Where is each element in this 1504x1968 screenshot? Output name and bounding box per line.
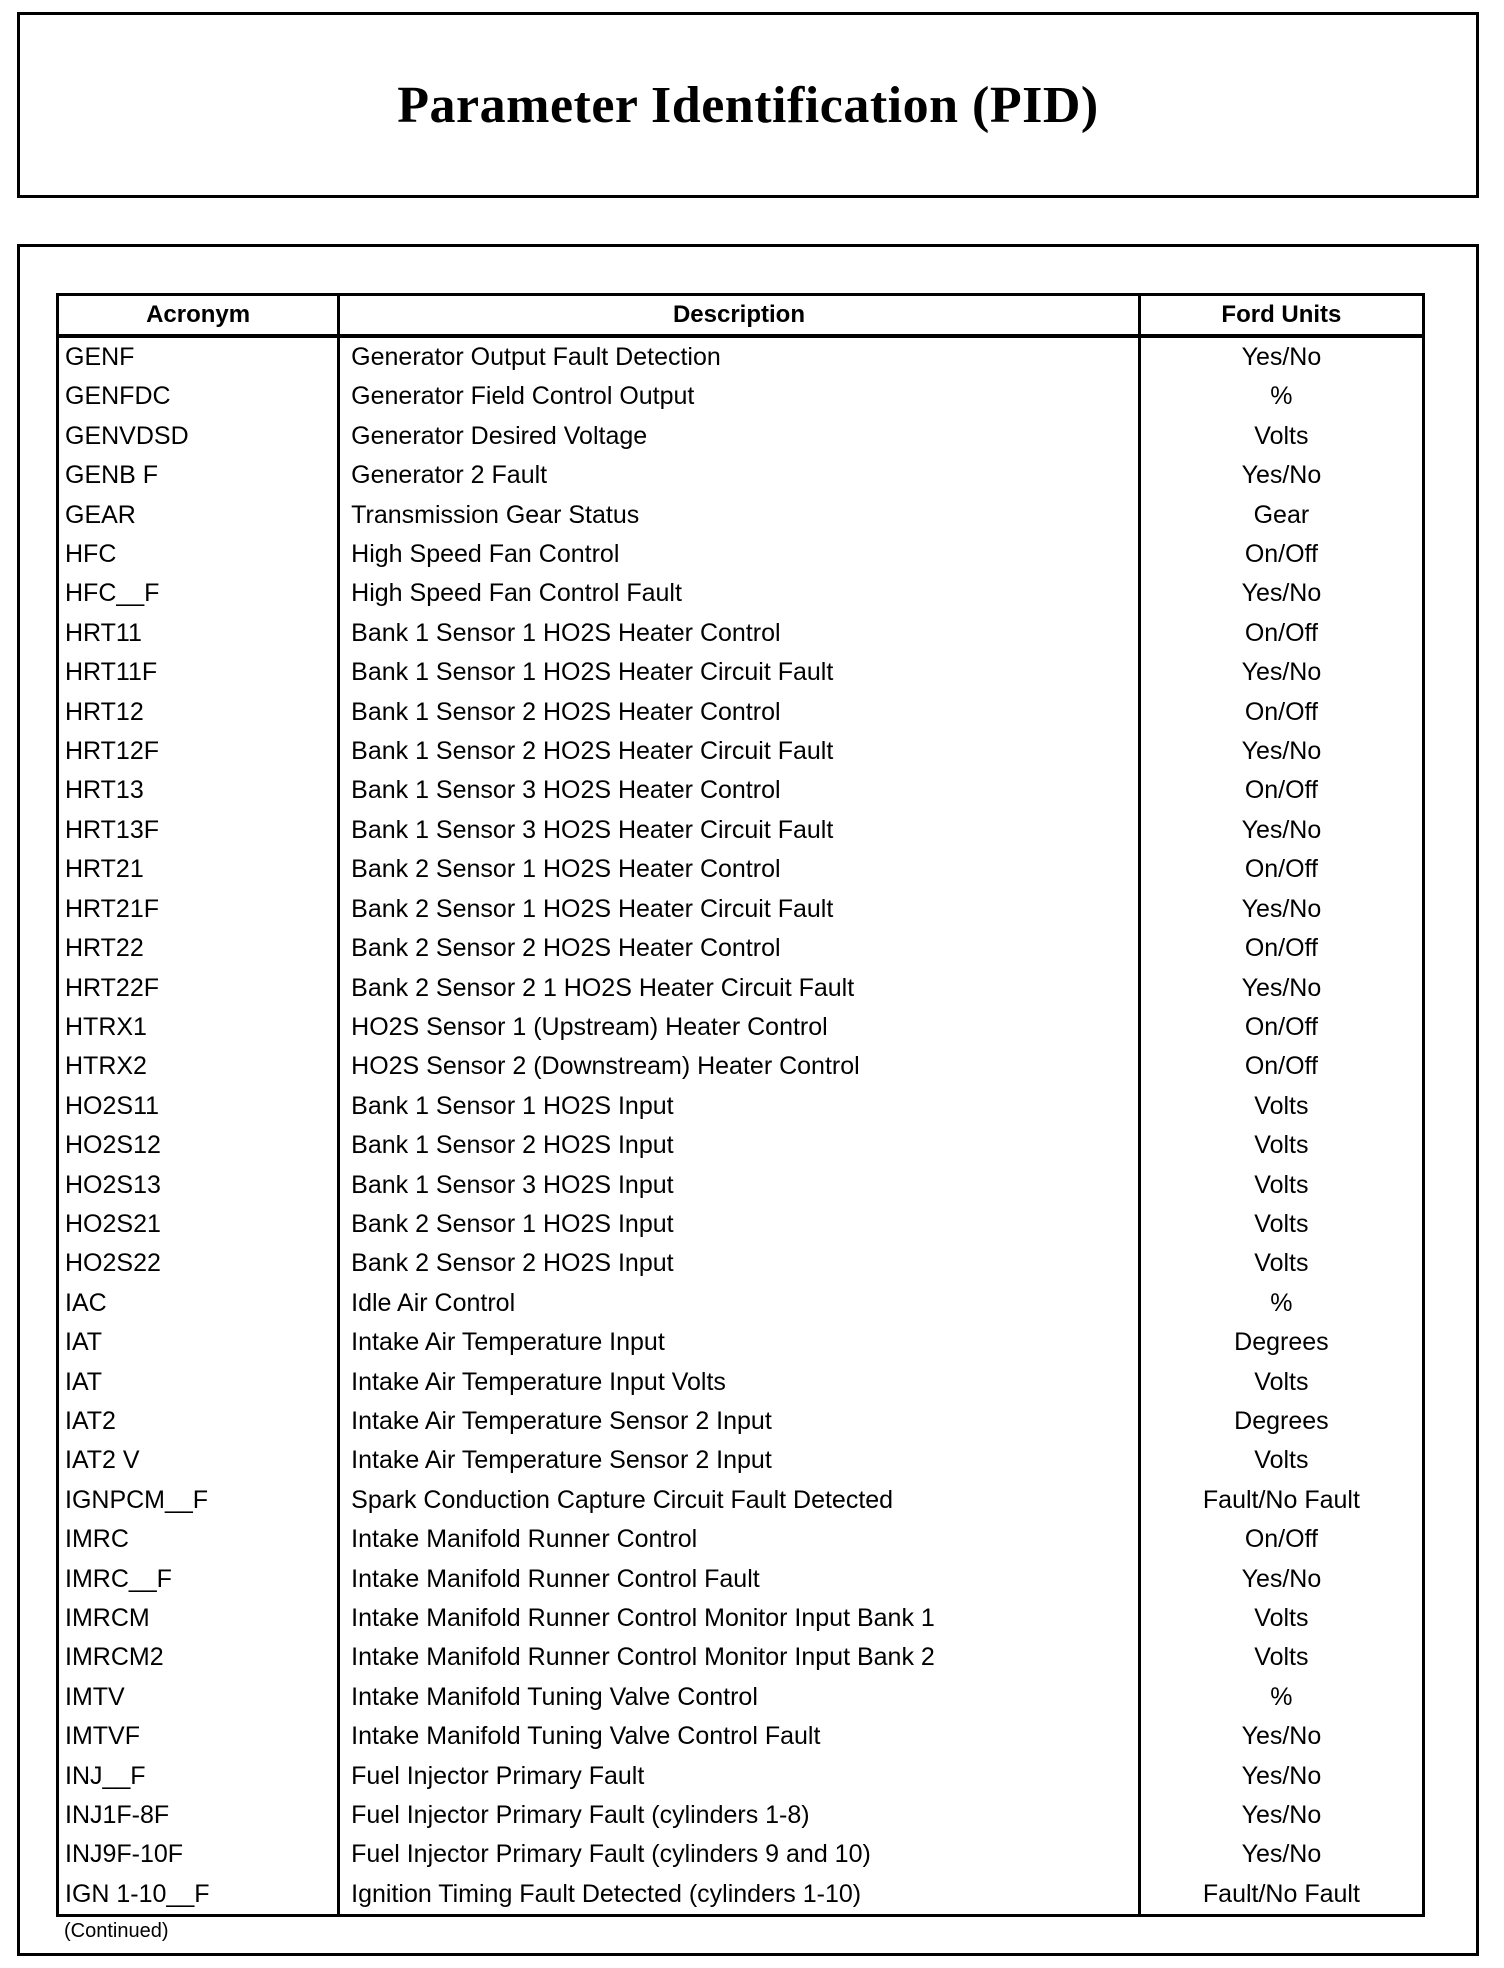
cell-acronym: IAT2 bbox=[58, 1402, 339, 1441]
table-row bbox=[58, 1520, 1424, 1559]
cell-acronym: HRT12F bbox=[58, 732, 339, 771]
cell-ford-units: Yes/No bbox=[1139, 456, 1423, 495]
cell-ford-units: Yes/No bbox=[1139, 1835, 1423, 1874]
cell-acronym: IAC bbox=[58, 1284, 339, 1323]
cell-ford-units: Yes/No bbox=[1139, 574, 1423, 613]
cell-ford-units: Volts bbox=[1139, 1205, 1423, 1244]
table-row bbox=[58, 1560, 1424, 1599]
cell-ford-units: On/Off bbox=[1139, 929, 1423, 968]
cell-description: Spark Conduction Capture Circuit Fault Detected bbox=[339, 1481, 1140, 1520]
pid-table bbox=[56, 293, 1425, 1917]
cell-acronym: HRT21 bbox=[58, 850, 339, 889]
cell-description: Transmission Gear Status bbox=[339, 496, 1140, 535]
table-row bbox=[58, 1166, 1424, 1205]
cell-description: Bank 1 Sensor 3 HO2S Heater Control bbox=[339, 771, 1140, 810]
cell-description: Bank 2 Sensor 1 HO2S Heater Control bbox=[339, 850, 1140, 889]
cell-acronym: IAT bbox=[58, 1363, 339, 1402]
cell-acronym: HRT13 bbox=[58, 771, 339, 810]
cell-acronym: HRT12 bbox=[58, 693, 339, 732]
header-description: Description bbox=[339, 295, 1140, 337]
cell-description: Bank 1 Sensor 1 HO2S Heater Circuit Fault bbox=[339, 653, 1140, 692]
cell-ford-units: Volts bbox=[1139, 1087, 1423, 1126]
cell-description: Bank 1 Sensor 2 HO2S Heater Control bbox=[339, 693, 1140, 732]
cell-ford-units: On/Off bbox=[1139, 1520, 1423, 1559]
cell-ford-units: Yes/No bbox=[1139, 732, 1423, 771]
cell-ford-units: Fault/No Fault bbox=[1139, 1875, 1423, 1916]
table-row bbox=[58, 1323, 1424, 1362]
table-row bbox=[58, 969, 1424, 1008]
content-box bbox=[17, 244, 1479, 1956]
cell-ford-units: Volts bbox=[1139, 1363, 1423, 1402]
table-row bbox=[58, 1126, 1424, 1165]
table-row bbox=[58, 1441, 1424, 1480]
cell-acronym: HRT22 bbox=[58, 929, 339, 968]
cell-ford-units: On/Off bbox=[1139, 771, 1423, 810]
title-box bbox=[17, 12, 1479, 198]
table-row bbox=[58, 417, 1424, 456]
cell-description: High Speed Fan Control bbox=[339, 535, 1140, 574]
cell-description: Intake Manifold Runner Control Monitor Input Bank 1 bbox=[339, 1599, 1140, 1638]
cell-acronym: INJ9F-10F bbox=[58, 1835, 339, 1874]
cell-description: Bank 1 Sensor 3 HO2S Heater Circuit Fault bbox=[339, 811, 1140, 850]
page-title: Parameter Identification (PID) bbox=[397, 76, 1099, 134]
cell-acronym: HRT21F bbox=[58, 890, 339, 929]
cell-acronym: HO2S21 bbox=[58, 1205, 339, 1244]
cell-acronym: IMRC__F bbox=[58, 1560, 339, 1599]
cell-description: Intake Air Temperature Input Volts bbox=[339, 1363, 1140, 1402]
table-row bbox=[58, 1678, 1424, 1717]
cell-description: Generator 2 Fault bbox=[339, 456, 1140, 495]
table-row bbox=[58, 771, 1424, 810]
header-acronym: Acronym bbox=[58, 295, 339, 337]
table-row bbox=[58, 377, 1424, 416]
cell-description: Fuel Injector Primary Fault (cylinders 1-8) bbox=[339, 1796, 1140, 1835]
cell-acronym: IAT2 V bbox=[58, 1441, 339, 1480]
header-ford-units: Ford Units bbox=[1139, 295, 1423, 337]
cell-ford-units: On/Off bbox=[1139, 535, 1423, 574]
table-row bbox=[58, 496, 1424, 535]
cell-ford-units: Volts bbox=[1139, 1599, 1423, 1638]
table-row bbox=[58, 1244, 1424, 1283]
cell-ford-units: Yes/No bbox=[1139, 1560, 1423, 1599]
cell-description: Generator Output Fault Detection bbox=[339, 336, 1140, 377]
cell-acronym: HRT11F bbox=[58, 653, 339, 692]
cell-acronym: HRT11 bbox=[58, 614, 339, 653]
cell-description: Bank 2 Sensor 2 HO2S Input bbox=[339, 1244, 1140, 1283]
cell-description: HO2S Sensor 1 (Upstream) Heater Control bbox=[339, 1008, 1140, 1047]
table-row bbox=[58, 1599, 1424, 1638]
cell-ford-units: Degrees bbox=[1139, 1402, 1423, 1441]
cell-acronym: HO2S13 bbox=[58, 1166, 339, 1205]
cell-description: Ignition Timing Fault Detected (cylinders 1-10) bbox=[339, 1875, 1140, 1916]
cell-acronym: IMRC bbox=[58, 1520, 339, 1559]
table-row bbox=[58, 1205, 1424, 1244]
cell-ford-units: On/Off bbox=[1139, 850, 1423, 889]
cell-acronym: HRT22F bbox=[58, 969, 339, 1008]
cell-acronym: GEAR bbox=[58, 496, 339, 535]
cell-description: Intake Manifold Tuning Valve Control bbox=[339, 1678, 1140, 1717]
cell-ford-units: Volts bbox=[1139, 1441, 1423, 1480]
cell-ford-units: On/Off bbox=[1139, 614, 1423, 653]
cell-acronym: GENB F bbox=[58, 456, 339, 495]
cell-ford-units: % bbox=[1139, 1678, 1423, 1717]
cell-description: Bank 1 Sensor 1 HO2S Input bbox=[339, 1087, 1140, 1126]
table-row bbox=[58, 1638, 1424, 1677]
table-row bbox=[58, 1875, 1424, 1916]
table-row bbox=[58, 614, 1424, 653]
cell-description: Idle Air Control bbox=[339, 1284, 1140, 1323]
cell-acronym: HTRX2 bbox=[58, 1047, 339, 1086]
cell-ford-units: Volts bbox=[1139, 417, 1423, 456]
cell-acronym: HFC bbox=[58, 535, 339, 574]
cell-description: Generator Desired Voltage bbox=[339, 417, 1140, 456]
table-row bbox=[58, 1796, 1424, 1835]
cell-description: Bank 2 Sensor 1 HO2S Input bbox=[339, 1205, 1140, 1244]
cell-ford-units: Volts bbox=[1139, 1244, 1423, 1283]
table-row bbox=[58, 1757, 1424, 1796]
cell-description: Bank 1 Sensor 3 HO2S Input bbox=[339, 1166, 1140, 1205]
cell-acronym: GENF bbox=[58, 336, 339, 377]
table-row bbox=[58, 811, 1424, 850]
cell-description: High Speed Fan Control Fault bbox=[339, 574, 1140, 613]
cell-ford-units: Volts bbox=[1139, 1638, 1423, 1677]
table-row bbox=[58, 850, 1424, 889]
table-header-row bbox=[58, 295, 1424, 337]
cell-ford-units: Yes/No bbox=[1139, 811, 1423, 850]
cell-acronym: IGN 1-10__F bbox=[58, 1875, 339, 1916]
table-row bbox=[58, 1835, 1424, 1874]
cell-acronym: HO2S22 bbox=[58, 1244, 339, 1283]
cell-ford-units: Degrees bbox=[1139, 1323, 1423, 1362]
cell-ford-units: % bbox=[1139, 1284, 1423, 1323]
cell-ford-units: Yes/No bbox=[1139, 1796, 1423, 1835]
cell-description: Generator Field Control Output bbox=[339, 377, 1140, 416]
cell-ford-units: On/Off bbox=[1139, 1047, 1423, 1086]
cell-ford-units: % bbox=[1139, 377, 1423, 416]
cell-ford-units: Yes/No bbox=[1139, 1757, 1423, 1796]
cell-description: Intake Manifold Runner Control Fault bbox=[339, 1560, 1140, 1599]
cell-description: Fuel Injector Primary Fault bbox=[339, 1757, 1140, 1796]
cell-acronym: HO2S11 bbox=[58, 1087, 339, 1126]
cell-description: Bank 1 Sensor 1 HO2S Heater Control bbox=[339, 614, 1140, 653]
cell-description: Bank 2 Sensor 2 1 HO2S Heater Circuit Fault bbox=[339, 969, 1140, 1008]
table-row bbox=[58, 1363, 1424, 1402]
cell-description: Bank 2 Sensor 2 HO2S Heater Control bbox=[339, 929, 1140, 968]
table-row bbox=[58, 693, 1424, 732]
cell-description: Bank 1 Sensor 2 HO2S Heater Circuit Fault bbox=[339, 732, 1140, 771]
cell-description: Intake Manifold Runner Control bbox=[339, 1520, 1140, 1559]
table-row bbox=[58, 1087, 1424, 1126]
table-row bbox=[58, 929, 1424, 968]
table-row bbox=[58, 1481, 1424, 1520]
table-row bbox=[58, 653, 1424, 692]
cell-description: Intake Manifold Tuning Valve Control Fault bbox=[339, 1717, 1140, 1756]
cell-acronym: HO2S12 bbox=[58, 1126, 339, 1165]
cell-acronym: GENVDSD bbox=[58, 417, 339, 456]
table-row bbox=[58, 1717, 1424, 1756]
cell-acronym: IAT bbox=[58, 1323, 339, 1362]
cell-acronym: IGNPCM__F bbox=[58, 1481, 339, 1520]
cell-acronym: HRT13F bbox=[58, 811, 339, 850]
cell-acronym: HFC__F bbox=[58, 574, 339, 613]
cell-ford-units: Yes/No bbox=[1139, 890, 1423, 929]
table-row bbox=[58, 1008, 1424, 1047]
table-row bbox=[58, 1402, 1424, 1441]
cell-description: Intake Air Temperature Input bbox=[339, 1323, 1140, 1362]
cell-ford-units: Yes/No bbox=[1139, 336, 1423, 377]
table-row bbox=[58, 1284, 1424, 1323]
table-row bbox=[58, 456, 1424, 495]
cell-ford-units: Yes/No bbox=[1139, 969, 1423, 1008]
table-row bbox=[58, 574, 1424, 613]
cell-ford-units: Volts bbox=[1139, 1166, 1423, 1205]
cell-acronym: HTRX1 bbox=[58, 1008, 339, 1047]
table-row bbox=[58, 336, 1424, 377]
table-row bbox=[58, 890, 1424, 929]
cell-ford-units: Fault/No Fault bbox=[1139, 1481, 1423, 1520]
cell-acronym: INJ1F-8F bbox=[58, 1796, 339, 1835]
cell-description: HO2S Sensor 2 (Downstream) Heater Control bbox=[339, 1047, 1140, 1086]
cell-description: Bank 2 Sensor 1 HO2S Heater Circuit Fault bbox=[339, 890, 1140, 929]
cell-ford-units: Volts bbox=[1139, 1126, 1423, 1165]
cell-ford-units: On/Off bbox=[1139, 693, 1423, 732]
continued-note: (Continued) bbox=[64, 1920, 169, 1942]
cell-acronym: IMTV bbox=[58, 1678, 339, 1717]
table-row bbox=[58, 732, 1424, 771]
table-row bbox=[58, 535, 1424, 574]
cell-acronym: INJ__F bbox=[58, 1757, 339, 1796]
cell-description: Intake Air Temperature Sensor 2 Input bbox=[339, 1402, 1140, 1441]
cell-acronym: IMRCM2 bbox=[58, 1638, 339, 1677]
cell-description: Intake Air Temperature Sensor 2 Input bbox=[339, 1441, 1140, 1480]
cell-acronym: IMRCM bbox=[58, 1599, 339, 1638]
cell-ford-units: Yes/No bbox=[1139, 1717, 1423, 1756]
cell-ford-units: On/Off bbox=[1139, 1008, 1423, 1047]
cell-ford-units: Gear bbox=[1139, 496, 1423, 535]
cell-description: Intake Manifold Runner Control Monitor Input Bank 2 bbox=[339, 1638, 1140, 1677]
cell-ford-units: Yes/No bbox=[1139, 653, 1423, 692]
table-row bbox=[58, 1047, 1424, 1086]
cell-acronym: GENFDC bbox=[58, 377, 339, 416]
cell-description: Bank 1 Sensor 2 HO2S Input bbox=[339, 1126, 1140, 1165]
cell-acronym: IMTVF bbox=[58, 1717, 339, 1756]
cell-description: Fuel Injector Primary Fault (cylinders 9 and 10) bbox=[339, 1835, 1140, 1874]
